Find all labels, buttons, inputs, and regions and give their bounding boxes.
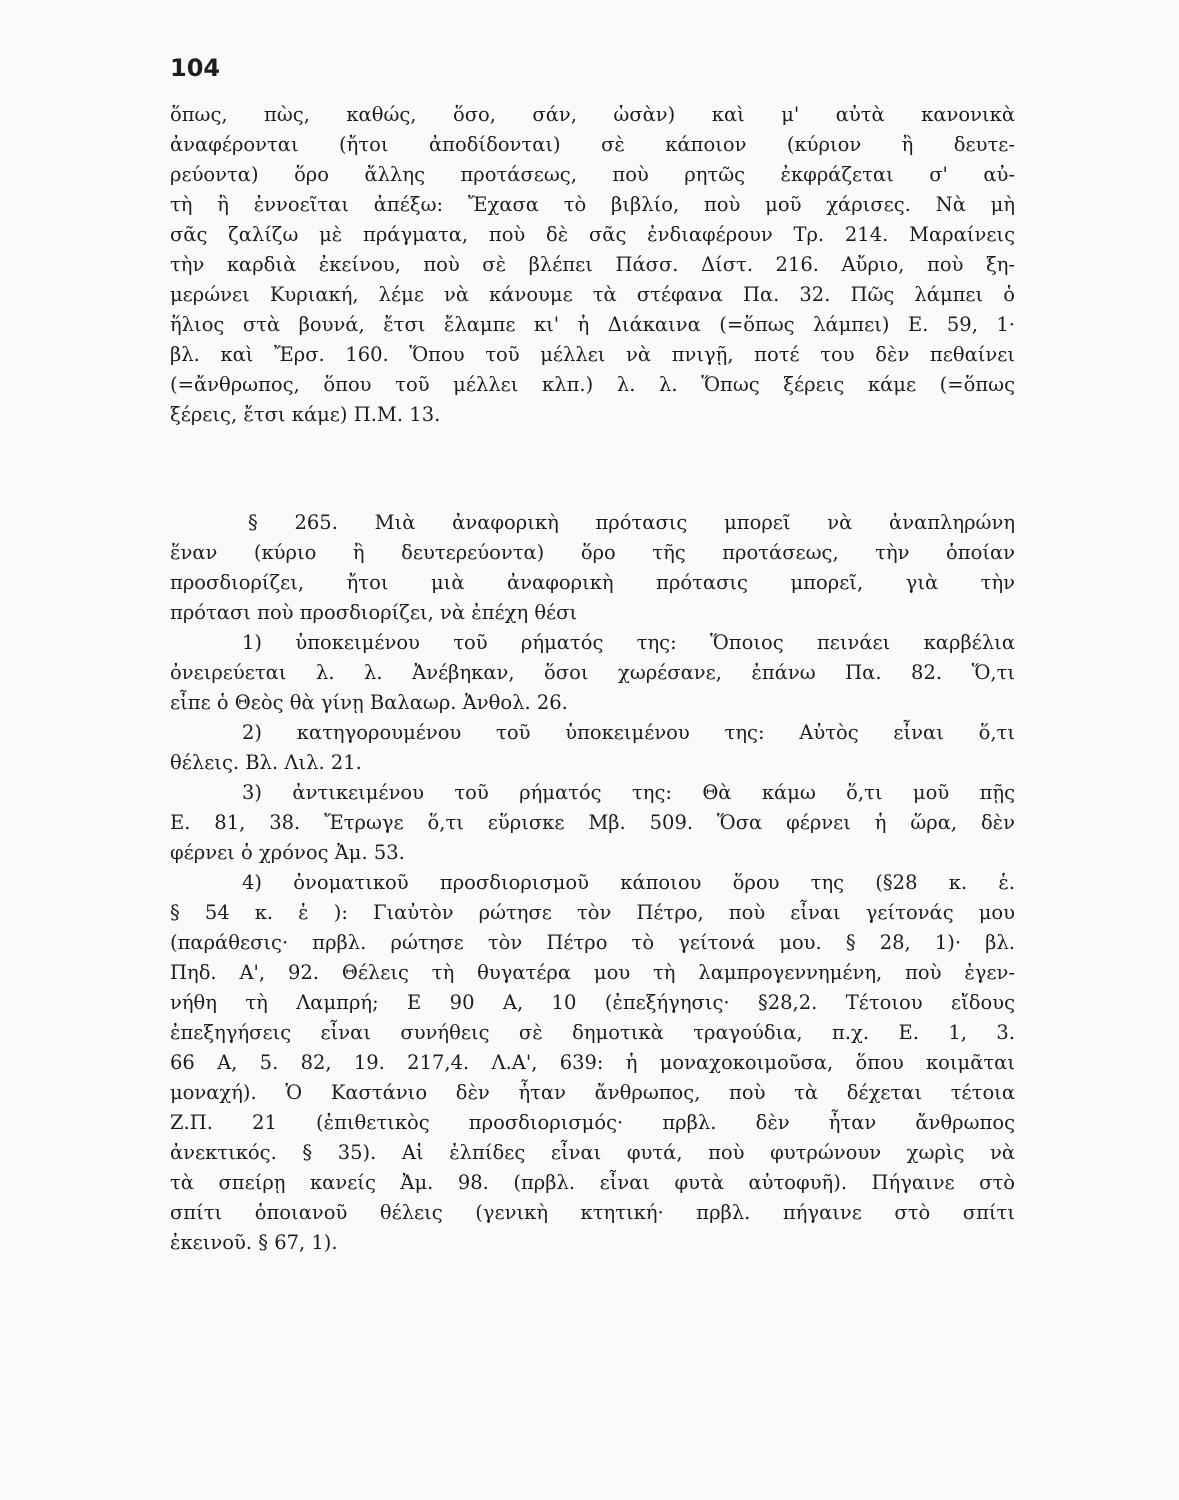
- text-line: ρεύοντα) ὅρο ἄλλης προτάσεως, ποὺ ρητῶς ἐκφράζεται σ' αὐ-: [170, 163, 1015, 186]
- text-line: σᾶς ζαλίζω μὲ πράγματα, ποὺ δὲ σᾶς ἐνδιαφέρουν Τρ. 214. Μαραίνεις: [170, 223, 1015, 246]
- text-line: εἶπε ὁ Θεὸς θὰ γίνῃ Βαλαωρ. Ἀνθολ. 26.: [170, 691, 568, 714]
- text-line: πρότασι ποὺ προσδιορίζει, νὰ ἐπέχη θέσι: [170, 601, 578, 624]
- text-line: φέρνει ὁ χρόνος Ἀμ. 53.: [170, 841, 405, 864]
- text-line: Πηδ. Α', 92. Θέλεις τὴ θυγατέρα μου τὴ λαμπρογεννημένη, ποὺ ἐγεν-: [170, 961, 1015, 984]
- list-item-4: 4) ὀνοματικοῦ προσδιορισμοῦ κάποιου ὅρου της (§28 κ. ἑ.: [242, 871, 1015, 894]
- text-line: ἀναφέρονται (ἤτοι ἀποδίδονται) σὲ κάποιον (κύριον ἢ δευτε-: [170, 133, 1015, 156]
- text-line: ἐπεξηγήσεις εἶναι συνήθεις σὲ δημοτικὰ τραγούδια, π.χ. Ε. 1, 3.: [170, 1021, 1015, 1044]
- text-line: ὀνειρεύεται λ. λ. Ἀνέβηκαν, ὅσοι χωρέσανε, ἐπάνω Πα. 82. Ὅ,τι: [170, 661, 1015, 684]
- text-line: τὴ ἢ ἐννοεῖται ἀπέξω: Ἔχασα τὸ βιβλίο, ποὺ μοῦ χάρισες. Νὰ μὴ: [170, 193, 1015, 216]
- text-line: (=ἄνθρωπος, ὅπου τοῦ μέλλει κλπ.) λ. λ. Ὅπως ξέρεις κάμε (=ὅπως: [170, 373, 1015, 396]
- text-line: § 54 κ. ἑ ): Γιαὐτὸν ρώτησε τὸν Πέτρο, ποὺ εἶναι γείτονάς μου: [170, 901, 1015, 924]
- text-line: βλ. καὶ Ἔρσ. 160. Ὅπου τοῦ μέλλει νὰ πνιγῇ, ποτέ του δὲν πεθαίνει: [170, 343, 1015, 366]
- text-line: τὴν καρδιὰ ἐκείνου, ποὺ σὲ βλέπει Πάσσ. Δίστ. 216. Αὔριο, ποὺ ξη-: [170, 253, 1015, 276]
- text-line: νήθη τὴ Λαμπρή; Ε 90 Α, 10 (ἐπεξήγησις· §28,2. Τέτοιου εἴδους: [170, 991, 1015, 1014]
- section-265: [170, 508, 1015, 1258]
- text-line: τὰ σπείρῃ κανείς Ἀμ. 98. (πρβλ. εἶναι φυτὰ αὐτοφυῆ). Πήγαινε στὸ: [170, 1171, 1015, 1194]
- text-line: ὅπως, πὼς, καθώς, ὅσο, σάν, ὡσὰν) καὶ μ' αὐτὰ κανονικὰ: [170, 103, 1015, 126]
- text-line: μοναχή). Ὁ Καστάνιο δὲν ἦταν ἄνθρωπος, ποὺ τὰ δέχεται τέτοια: [170, 1081, 1015, 1104]
- text-line: ἕναν (κύριο ἢ δευτερεύοντα) ὅρο τῆς προτάσεως, τὴν ὁποίαν: [170, 541, 1015, 564]
- paragraph-1: [170, 100, 1015, 430]
- text-line: ἐκεινοῦ. § 67, 1).: [170, 1231, 338, 1254]
- text-line: Ζ.Π. 21 (ἐπιθετικὸς προσδιορισμός· πρβλ. δὲν ἦταν ἄνθρωπος: [170, 1111, 1015, 1134]
- text-line: θέλεις. Βλ. Λιλ. 21.: [170, 751, 362, 774]
- page-number: 104: [170, 54, 221, 82]
- text-line: προσδιορίζει, ἤτοι μιὰ ἀναφορικὴ πρότασις μπορεῖ, γιὰ τὴν: [170, 571, 1015, 594]
- text-line: 66 Α, 5. 82, 19. 217,4. Λ.Α', 639: ἡ μοναχοκοιμοῦσα, ὅπου κοιμᾶται: [170, 1051, 1015, 1074]
- text-line: ξέρεις, ἔτσι κάμε) Π.Μ. 13.: [170, 403, 441, 426]
- text-line: μερώνει Κυριακή, λέμε νὰ κάνουμε τὰ στέφανα Πα. 32. Πῶς λάμπει ὁ: [170, 283, 1015, 306]
- text-line: σπίτι ὁποιανοῦ θέλεις (γενικὴ κτητική· πρβλ. πήγαινε στὸ σπίτι: [170, 1201, 1015, 1224]
- text-line: (παράθεσις· πρβλ. ρώτησε τὸν Πέτρο τὸ γείτονά μου. § 28, 1)· βλ.: [170, 931, 1015, 954]
- list-item-3: 3) ἀντικειμένου τοῦ ρήματός της: Θὰ κάμω ὅ,τι μοῦ πῇς: [242, 781, 1015, 804]
- text-line: Ε. 81, 38. Ἔτρωγε ὅ,τι εὕρισκε Μβ. 509. Ὅσα φέρνει ἡ ὥρα, δὲν: [170, 811, 1015, 834]
- text-line: ἥλιος στὰ βουνά, ἔτσι ἔλαμπε κι' ἡ Διάκαινα (=ὅπως λάμπει) Ε. 59, 1·: [170, 313, 1015, 336]
- list-item-1: 1) ὑποκειμένου τοῦ ρήματός της: Ὅποιος πεινάει καρβέλια: [242, 631, 1015, 654]
- list-item-2: 2) κατηγορουμένου τοῦ ὑποκειμένου της: Αὐτὸς εἶναι ὅ,τι: [242, 721, 1015, 744]
- text-line: ἀνεκτικός. § 35). Αἱ ἐλπίδες εἶναι φυτά, ποὺ φυτρώνουν χωρὶς νὰ: [170, 1141, 1015, 1164]
- section-heading-line: § 265. Μιὰ ἀναφορικὴ πρότασις μπορεῖ νὰ ἀναπληρώνη: [248, 511, 1015, 534]
